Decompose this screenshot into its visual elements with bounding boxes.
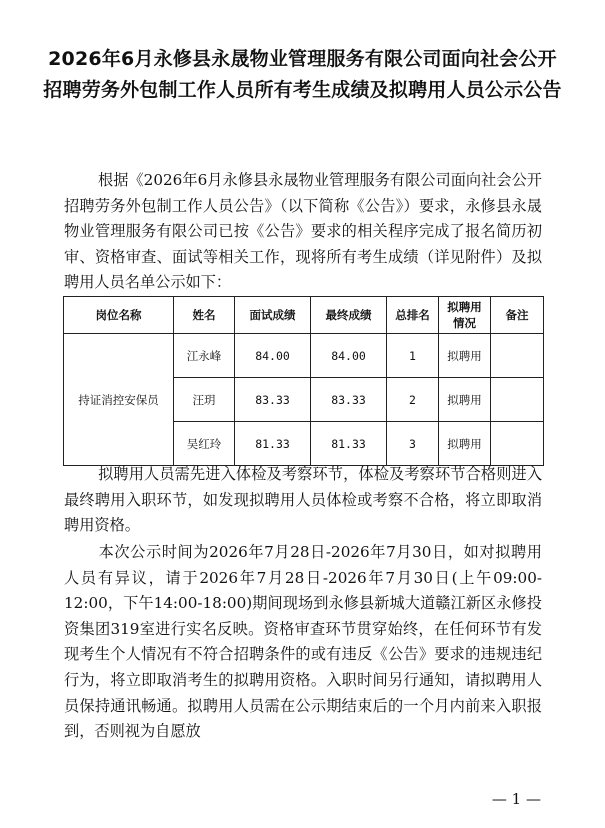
header-remark: 备注 (491, 297, 544, 334)
interview-cell: 81.33 (235, 422, 311, 466)
header-status-line2: 情况 (453, 316, 476, 330)
final-cell: 83.33 (311, 378, 387, 422)
status-cell: 拟聘用 (439, 422, 491, 466)
remark-cell (491, 334, 544, 378)
intro-paragraph (64, 168, 542, 296)
name-cell: 吴红玲 (174, 422, 235, 466)
header-rank: 总排名 (387, 297, 439, 334)
status-cell: 拟聘用 (439, 334, 491, 378)
header-name: 姓名 (174, 297, 235, 334)
name-cell: 江永峰 (174, 334, 235, 378)
interview-cell: 84.00 (235, 334, 311, 378)
name-cell: 汪玥 (174, 378, 235, 422)
header-position: 岗位名称 (64, 297, 174, 334)
final-cell: 81.33 (311, 422, 387, 466)
remark-cell (491, 422, 544, 466)
publicity-text: 本次公示时间为2026年7月28日-2026年7月30日，如对拟聘用人员有异议，请于2026年7月28日-2026年7月30日(上午09:00-12:00，下午14:00-18:00)期间现场到永修县新城大道赣江新区永修投资集团319室进行实名反映。资格审查环节贯穿始终，在任何环节有发现考生个人情况有不符合招聘条件的或有违反《公告》要求的违规违纪行为，将立即取消考生的拟聘用资格。入职时间另行通知，请拟聘用人员保持通讯畅通。拟聘用人员需在公示期结束后的一个月内前来入职报到，否则视为自愿放 (64, 543, 542, 741)
intro-text: 根据《2026年6月永修县永晟物业管理服务有限公司面向社会公开招聘劳务外包制工作人员公告》（以下简称《公告》）要求，永修县永晟物业管理服务有限公司已按《公告》要求的相关程序完成了报名简历初审、资格审查、面试等相关工作，现将所有考生成绩（详见附件）及拟聘用人员名单公示如下： (64, 171, 542, 292)
rank-cell: 2 (387, 378, 439, 422)
position-cell: 持证消控安保员 (64, 334, 174, 466)
physical-exam-paragraph (64, 462, 542, 539)
document-title: 2026年6月永修县永晟物业管理服务有限公司面向社会公开招聘劳务外包制工作人员所有考生成绩及拟聘用人员公示公告 (43, 48, 562, 101)
final-cell: 84.00 (311, 334, 387, 378)
rank-cell: 1 (387, 334, 439, 378)
page-number: — 1 — (491, 790, 541, 808)
header-interview: 面试成绩 (235, 297, 311, 334)
table-row (64, 334, 544, 378)
header-status-line1: 拟聘用 (447, 300, 482, 314)
table-header-row (64, 297, 544, 334)
rank-cell: 3 (387, 422, 439, 466)
results-table (63, 296, 544, 466)
physical-exam-text: 拟聘用人员需先进入体检及考察环节，体检及考察环节合格则进入最终聘用入职环节，如发现拟聘用人员体检或考察不合格，将立即取消聘用资格。 (64, 465, 542, 535)
status-cell: 拟聘用 (439, 378, 491, 422)
interview-cell: 83.33 (235, 378, 311, 422)
remark-cell (491, 378, 544, 422)
header-status (439, 297, 491, 334)
header-final: 最终成绩 (311, 297, 387, 334)
publicity-paragraph (64, 540, 542, 745)
